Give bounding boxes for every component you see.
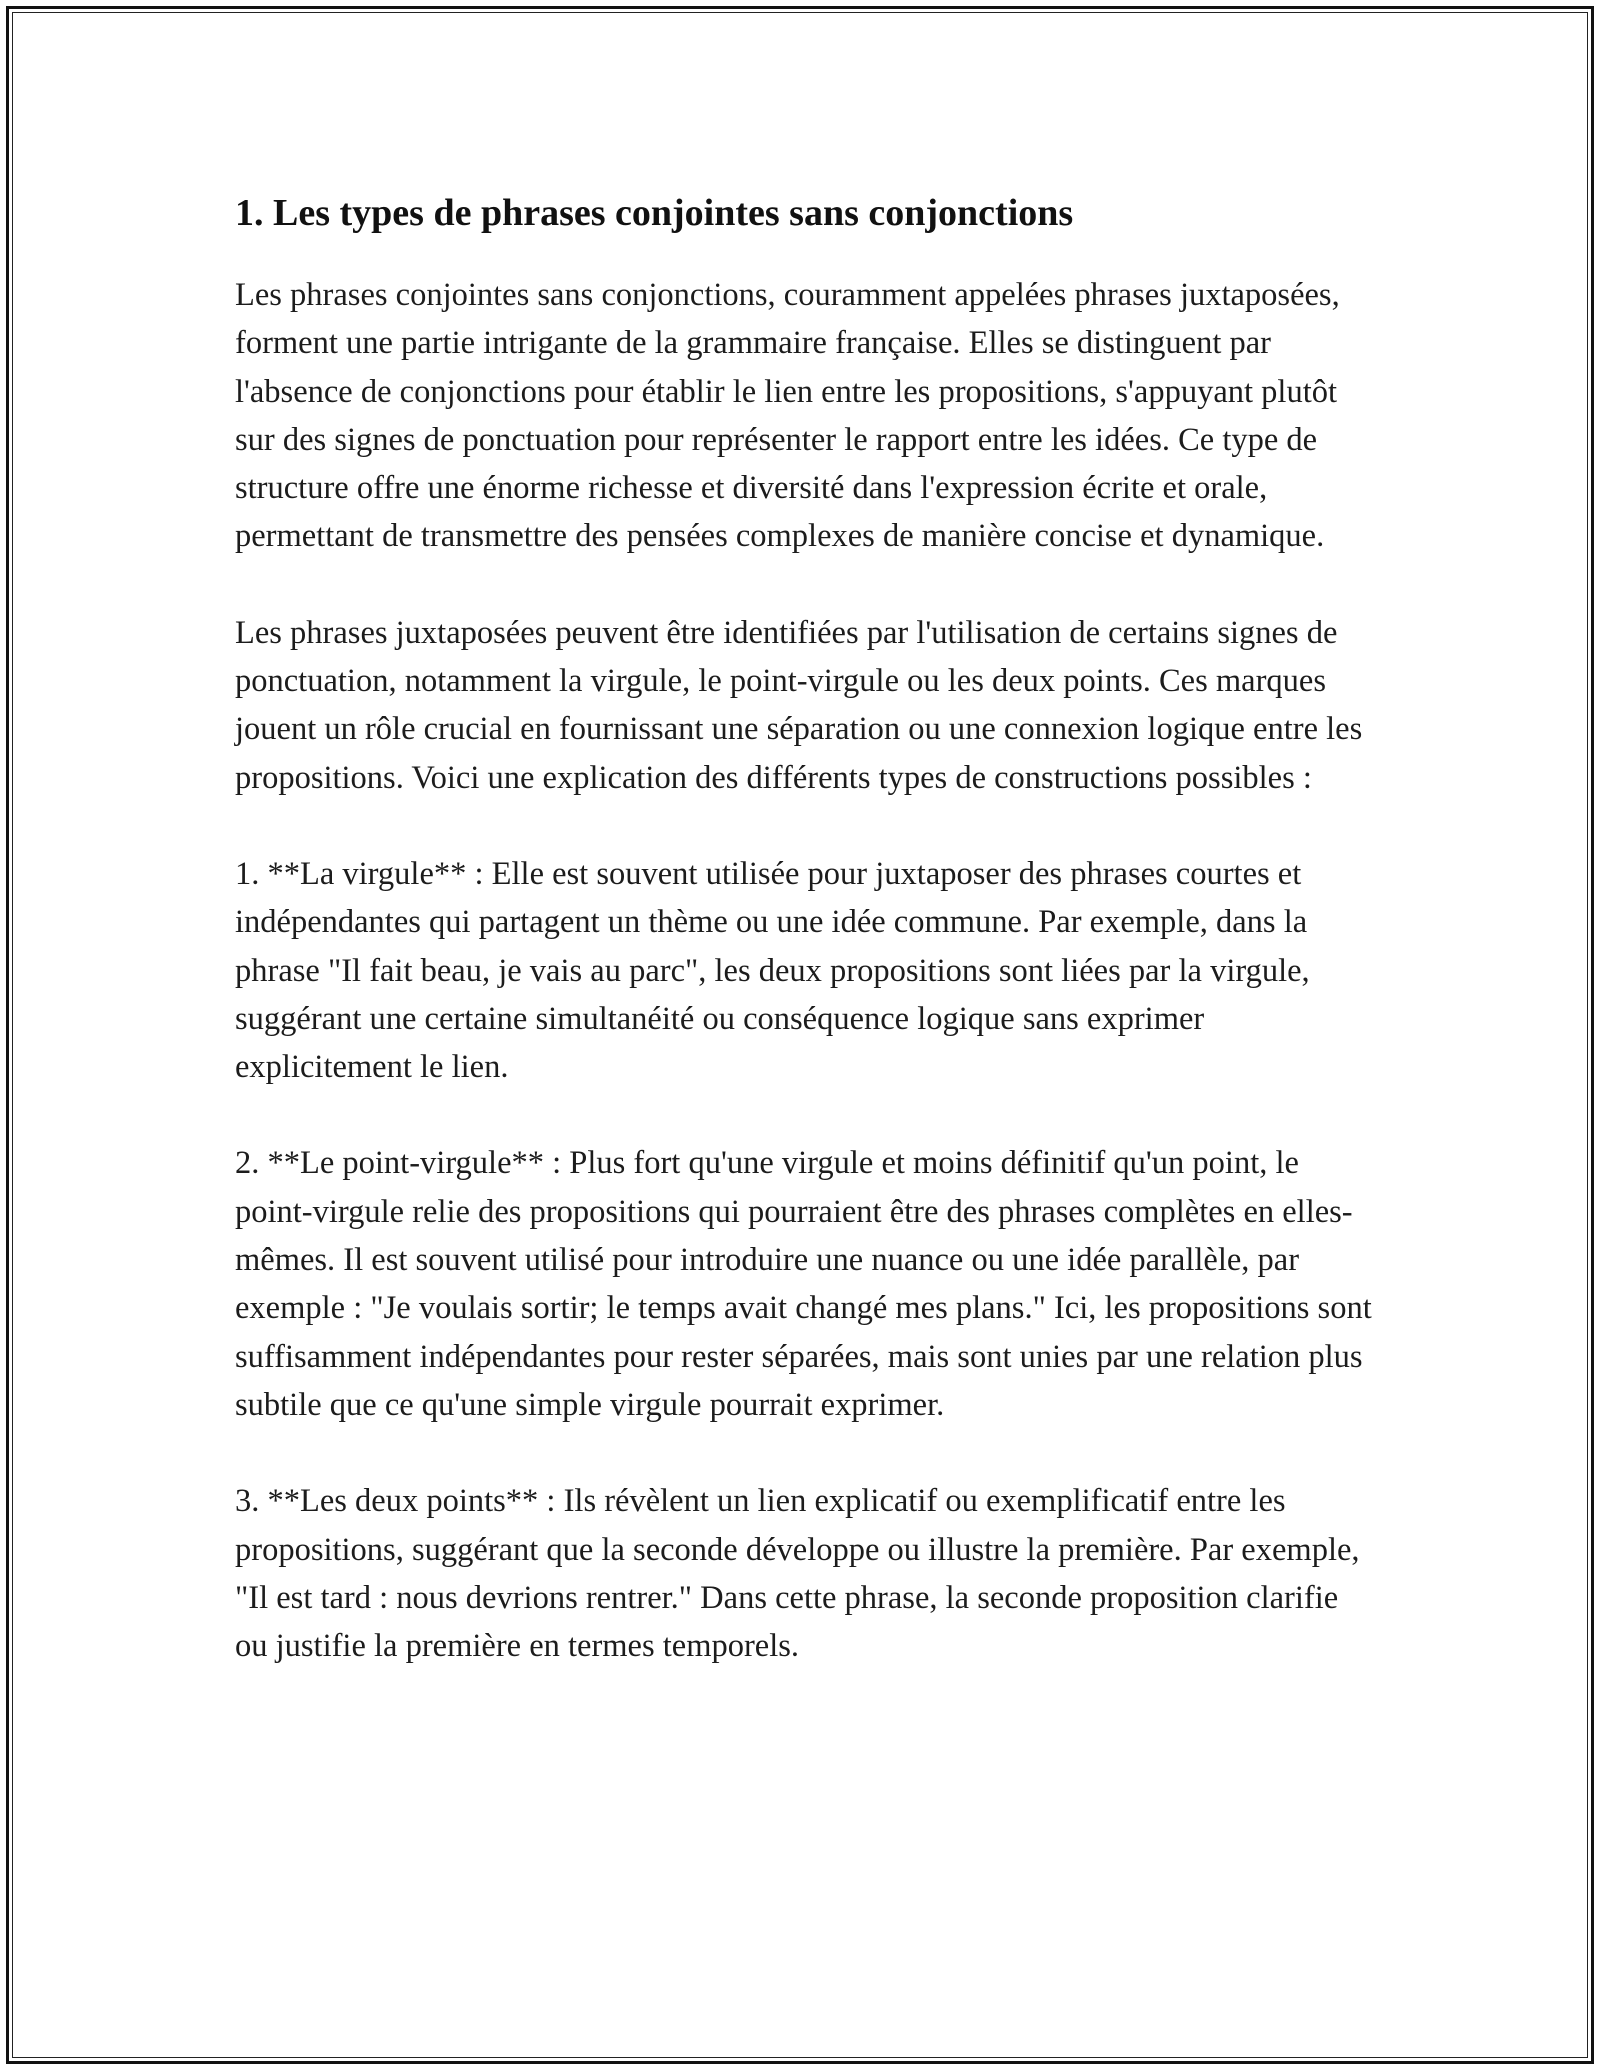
list-item-point-virgule: 2. **Le point-virgule** : Plus fort qu'une virgule et moins définitif qu'un point, le point-virgule relie des propositions qui pourraient être des phrases complètes en elles-mêmes. Il est souvent utilisé pour introduire une nuance ou une idée parallèle, par exemple : "Je voulais sortir; le temps avait changé mes plans." Ici, les propositions sont suffisamment indépendantes pour rester séparées, mais sont unies par une relation plus subtile que ce qu'une simple virgule pourrait exprimer.: [235, 1145, 1372, 1423]
section-heading: 1. Les types de phrases conjointes sans conjonctions: [235, 192, 1074, 234]
intro-paragraph: Les phrases conjointes sans conjonctions, couramment appelées phrases juxtaposées, forment une partie intrigante de la grammaire française. Elles se distinguent par l'absence de conjonctions pour établir le lien entre les propositions, s'appuyant plutôt sur des signes de ponctuation pour représenter le rapport entre les idées. Ce type de structure offre une énorme richesse et diversité dans l'expression écrite et orale, permettant de transmettre des pensées complexes de manière concise et dynamique.: [235, 277, 1340, 555]
document-body: [235, 183, 1375, 1718]
punctuation-paragraph: Les phrases juxtaposées peuvent être identifiées par l'utilisation de certains signes de ponctuation, notamment la virgule, le point-virgule ou les deux points. Ces marques jouent un rôle crucial en fournissant une séparation ou une connexion logique entre les propositions. Voici une explication des différents types de constructions possibles :: [235, 614, 1363, 796]
list-item-virgule: 1. **La virgule** : Elle est souvent utilisée pour juxtaposer des phrases courtes et indépendantes qui partagent un thème ou une idée commune. Par exemple, dans la phrase "Il fait beau, je vais au parc", les deux propositions sont liées par la virgule, suggérant une certaine simultanéité ou conséquence logique sans exprimer explicitement le lien.: [235, 855, 1310, 1086]
list-item-deux-points: 3. **Les deux points** : Ils révèlent un lien explicatif ou exemplificatif entre les propositions, suggérant que la seconde développe ou illustre la première. Par exemple, "Il est tard : nous devrions rentrer." Dans cette phrase, la seconde proposition clarifie ou justifie la première en termes temporels.: [235, 1483, 1360, 1665]
